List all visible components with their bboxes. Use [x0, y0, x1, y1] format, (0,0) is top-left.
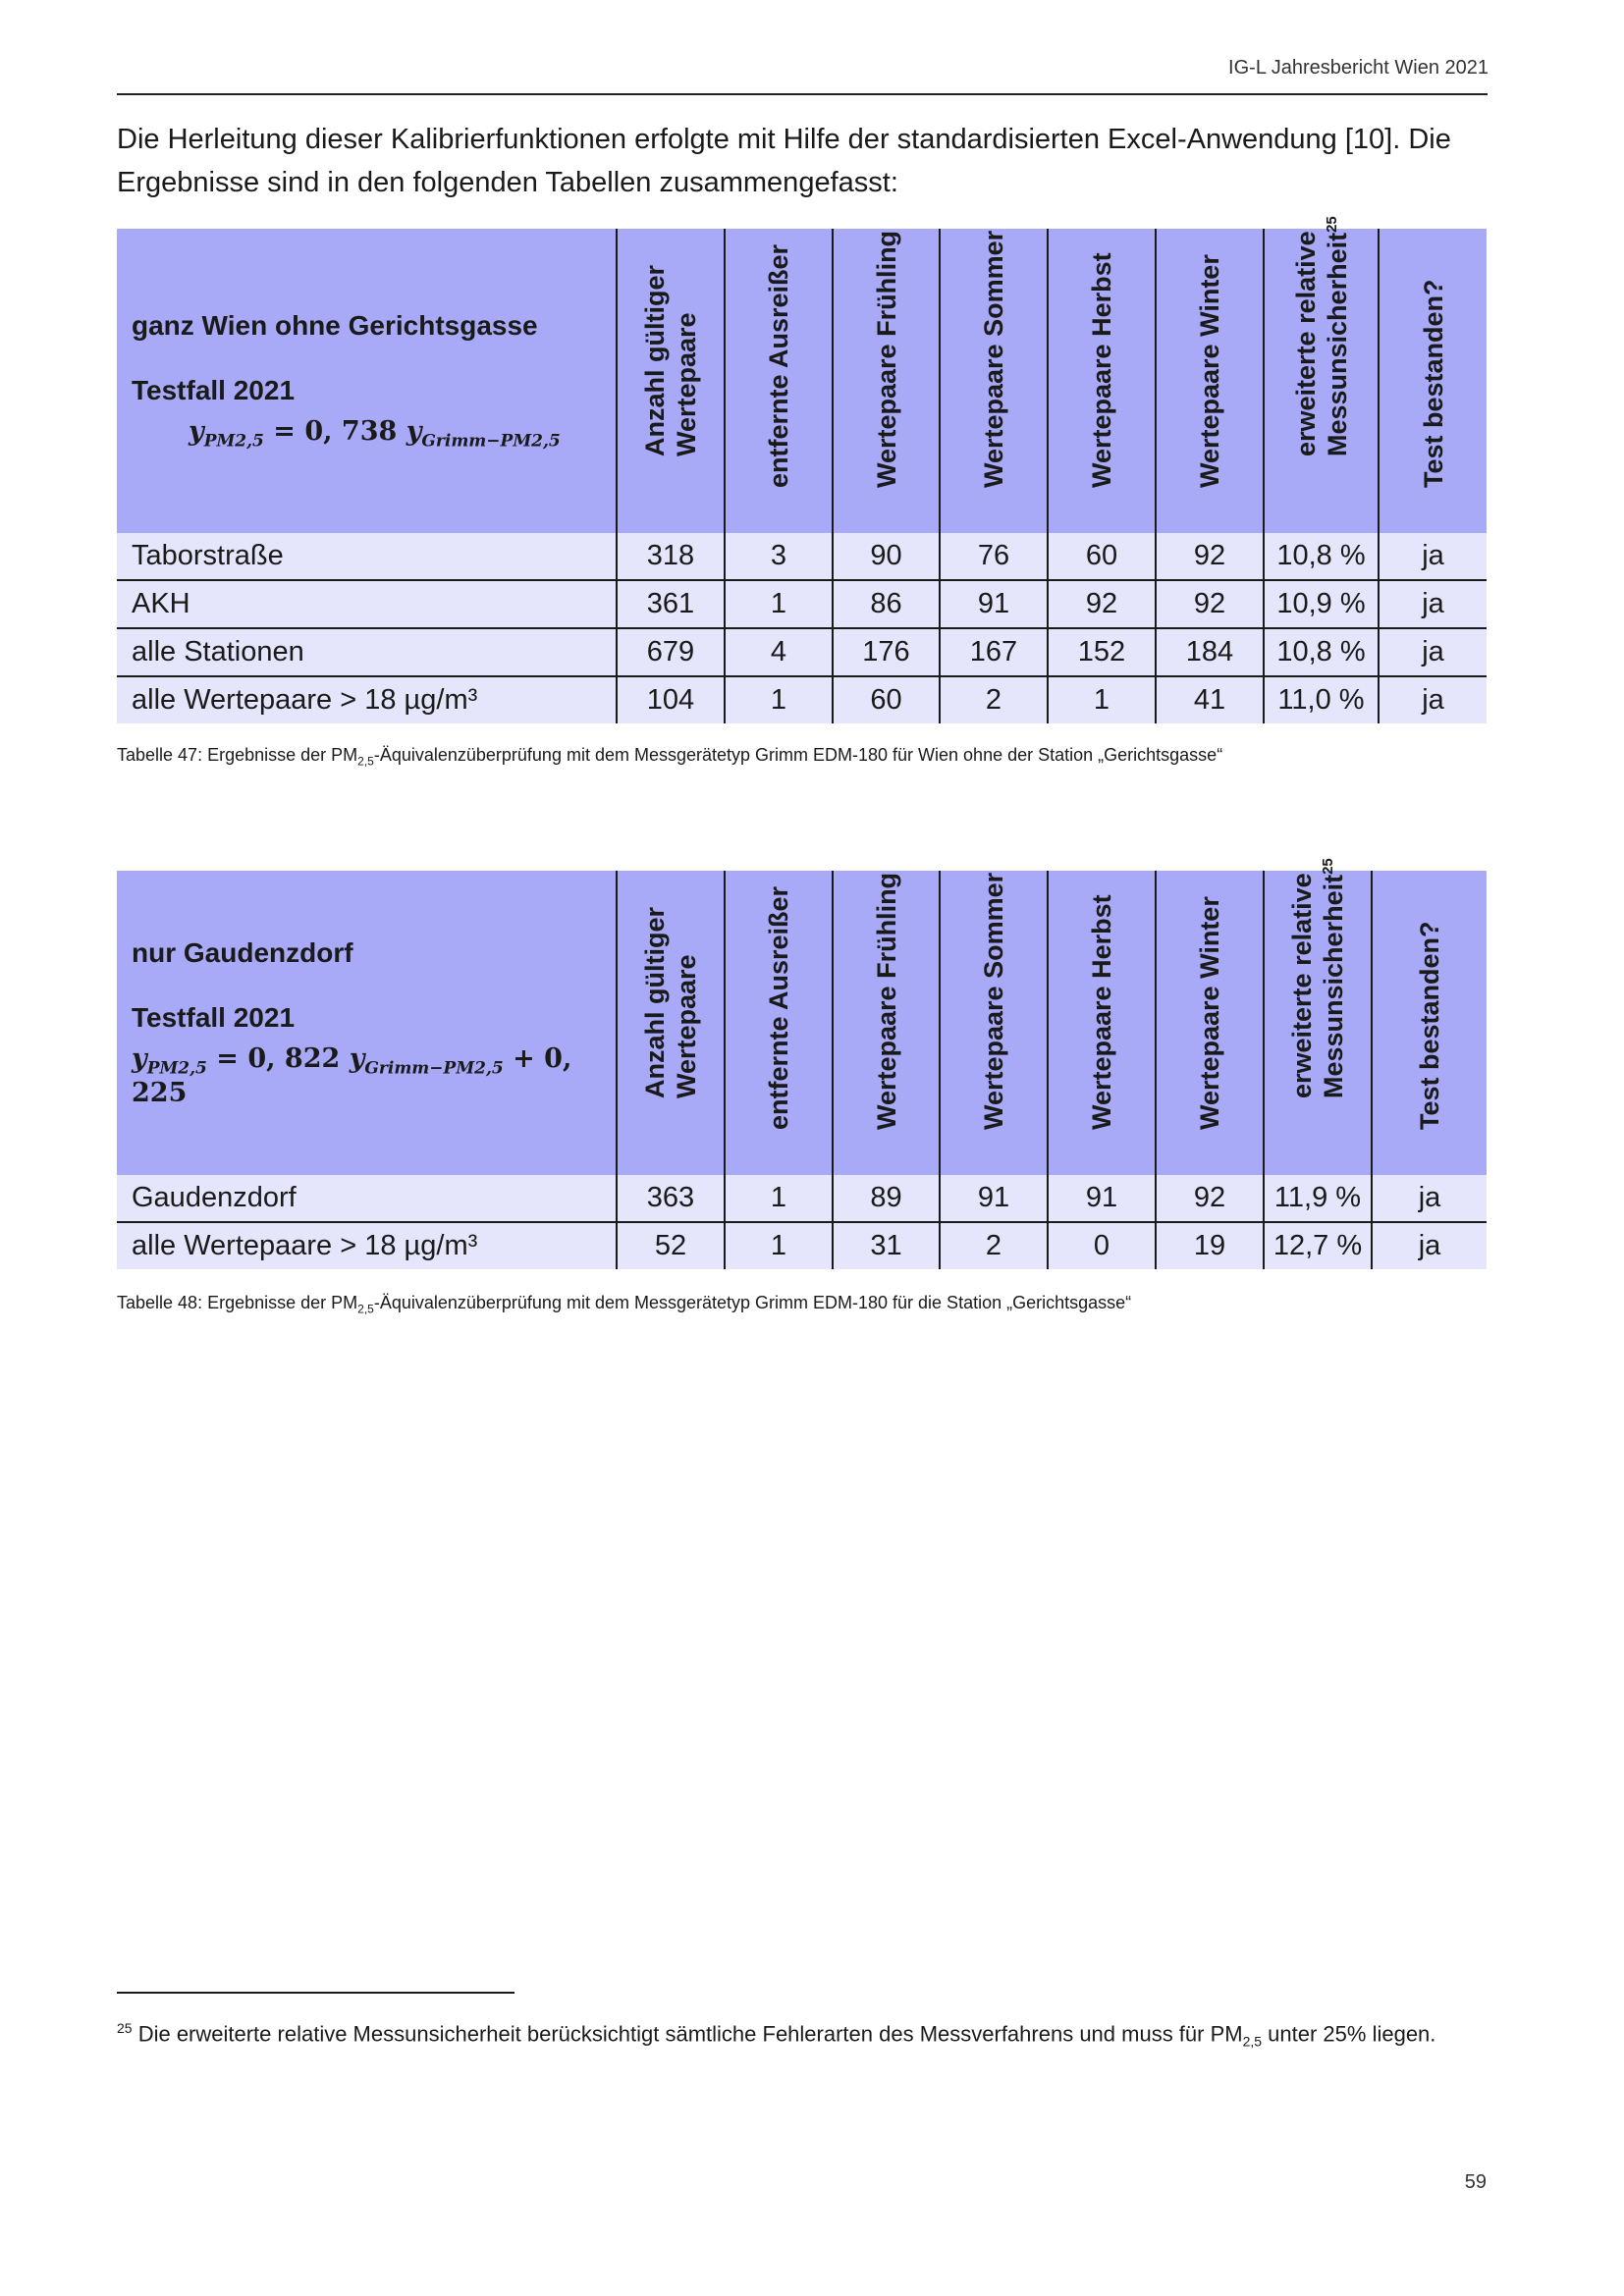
col-header-sommer: Wertepaare Sommer	[940, 229, 1048, 533]
row-label: alle Wertepaare > 18 µg/m³	[117, 676, 617, 723]
cell-unsich: 10,9 %	[1264, 580, 1379, 628]
table-row	[117, 580, 1487, 628]
col-header-fruehling: Wertepaare Frühling	[833, 871, 940, 1175]
cell-winter: 184	[1156, 628, 1264, 676]
table-1-formula: $y_{PM2,5} = 0$, 738 $y_{Grimm-PM2,5}$	[189, 416, 561, 452]
cell-herbst: 0	[1048, 1222, 1156, 1269]
row-label: Gaudenzdorf	[117, 1175, 617, 1222]
cell-ausreisser: 3	[725, 533, 833, 580]
results-table-2	[117, 858, 1487, 1269]
cell-herbst: 152	[1048, 628, 1156, 676]
cell-sommer: 2	[940, 1222, 1048, 1269]
cell-test: ja	[1372, 1222, 1487, 1269]
table-row	[117, 628, 1487, 676]
table-2-title-cell	[117, 871, 617, 1175]
cell-herbst: 60	[1048, 533, 1156, 580]
cell-sommer: 76	[940, 533, 1048, 580]
cell-test: ja	[1379, 533, 1487, 580]
cell-unsich: 10,8 %	[1264, 533, 1379, 580]
col-header-winter: Wertepaare Winter	[1156, 871, 1264, 1175]
cell-winter: 92	[1156, 1175, 1264, 1222]
table-row	[117, 676, 1487, 723]
col-header-test: Test bestanden?	[1372, 871, 1487, 1175]
col-header-sommer: Wertepaare Sommer	[940, 871, 1048, 1175]
cell-anzahl: 52	[617, 1222, 725, 1269]
col-header-herbst: Wertepaare Herbst	[1048, 871, 1156, 1175]
cell-sommer: 167	[940, 628, 1048, 676]
row-label: AKH	[117, 580, 617, 628]
col-header-test: Test bestanden?	[1379, 229, 1487, 533]
table-2-formula: $y_{PM2,5} = 0$, 822 $y_{Grimm-PM2,5} + 0$, 225	[132, 1042, 572, 1109]
cell-test: ja	[1372, 1175, 1487, 1222]
table-1-testcase: Testfall 2021	[132, 375, 296, 406]
cell-test: ja	[1379, 676, 1487, 723]
col-header-anzahl: Anzahl gültiger Wertepaare	[617, 871, 725, 1175]
table-row	[117, 1222, 1487, 1269]
cell-anzahl: 363	[617, 1175, 725, 1222]
col-header-unsicherheit: erweiterte relative Messunsicherheit$^{25}$	[1264, 871, 1372, 1175]
cell-unsich: 12,7 %	[1264, 1222, 1372, 1269]
cell-anzahl: 679	[617, 628, 725, 676]
cell-winter: 41	[1156, 676, 1264, 723]
cell-anzahl: 361	[617, 580, 725, 628]
cell-fruehling: 60	[833, 676, 940, 723]
cell-ausreisser: 1	[725, 580, 833, 628]
col-header-anzahl: Anzahl gültiger Wertepaare	[617, 229, 725, 533]
row-label: alle Wertepaare > 18 µg/m³	[117, 1222, 617, 1269]
cell-anzahl: 318	[617, 533, 725, 580]
cell-fruehling: 86	[833, 580, 940, 628]
cell-fruehling: 89	[833, 1175, 940, 1222]
cell-ausreisser: 1	[725, 1222, 833, 1269]
cell-sommer: 91	[940, 1175, 1048, 1222]
cell-ausreisser: 1	[725, 1175, 833, 1222]
cell-sommer: 2	[940, 676, 1048, 723]
row-label: Taborstraße	[117, 533, 617, 580]
cell-ausreisser: 1	[725, 676, 833, 723]
page-number: 59	[1464, 2171, 1487, 2193]
cell-unsich: 11,9 %	[1264, 1175, 1372, 1222]
cell-winter: 92	[1156, 533, 1264, 580]
table-row	[117, 533, 1487, 580]
cell-ausreisser: 4	[725, 628, 833, 676]
intro-paragraph: Die Herleitung dieser Kalibrierfunktionen erfolgte mit Hilfe der standardisierten Excel-Anwendung [10]. Die Ergebnisse sind in den folgenden Tabellen zusammengefasst:	[117, 124, 1451, 198]
cell-test: ja	[1379, 580, 1487, 628]
running-header: IG-L Jahresbericht Wien 2021	[1228, 57, 1489, 79]
table-1-title-cell	[117, 229, 617, 533]
cell-fruehling: 90	[833, 533, 940, 580]
header-rule	[117, 93, 1488, 95]
col-header-herbst: Wertepaare Herbst	[1048, 229, 1156, 533]
cell-fruehling: 31	[833, 1222, 940, 1269]
table-2-caption: Tabelle 48: Ergebnisse der $PM_{2,5}$-Äquivalenzüberprüfung mit dem Messgerätetyp Grimm EDM-180 für die Station „Gerichtsgasse“	[117, 1293, 1132, 1316]
col-header-ausreisser: entfernte Ausreißer	[725, 229, 833, 533]
cell-winter: 19	[1156, 1222, 1264, 1269]
cell-test: ja	[1379, 628, 1487, 676]
row-label: alle Stationen	[117, 628, 617, 676]
footnote-rule	[117, 1992, 514, 1994]
cell-unsich: 10,8 %	[1264, 628, 1379, 676]
table-2-title: nur Gaudenzdorf	[132, 936, 353, 968]
col-header-ausreisser: entfernte Ausreißer	[725, 871, 833, 1175]
cell-herbst: 91	[1048, 1175, 1156, 1222]
col-header-fruehling: Wertepaare Frühling	[833, 229, 940, 533]
cell-sommer: 91	[940, 580, 1048, 628]
table-1-caption: Tabelle 47: Ergebnisse der $PM_{2,5}$-Äquivalenzüberprüfung mit dem Messgerätetyp Grimm EDM-180 für Wien ohne der Station „Gerichtsgasse“	[117, 745, 1223, 769]
results-table-1	[117, 216, 1487, 723]
table-row	[117, 1175, 1487, 1222]
cell-winter: 92	[1156, 580, 1264, 628]
cell-herbst: 92	[1048, 580, 1156, 628]
cell-anzahl: 104	[617, 676, 725, 723]
col-header-unsicherheit: erweiterte relative Messunsicherheit$^{25}$	[1264, 229, 1379, 533]
footnote: $^{25}$ Die erweiterte relative Messunsicherheit berücksichtigt sämtliche Fehlerarten des Messverfahrens und muss für $PM_{2,5}$ unter 25% liegen.	[117, 2020, 1436, 2050]
cell-unsich: 11,0 %	[1264, 676, 1379, 723]
col-header-winter: Wertepaare Winter	[1156, 229, 1264, 533]
cell-fruehling: 176	[833, 628, 940, 676]
table-2-testcase: Testfall 2021	[132, 1001, 296, 1033]
table-1-title: ganz Wien ohne Gerichtsgasse	[132, 310, 538, 342]
cell-herbst: 1	[1048, 676, 1156, 723]
